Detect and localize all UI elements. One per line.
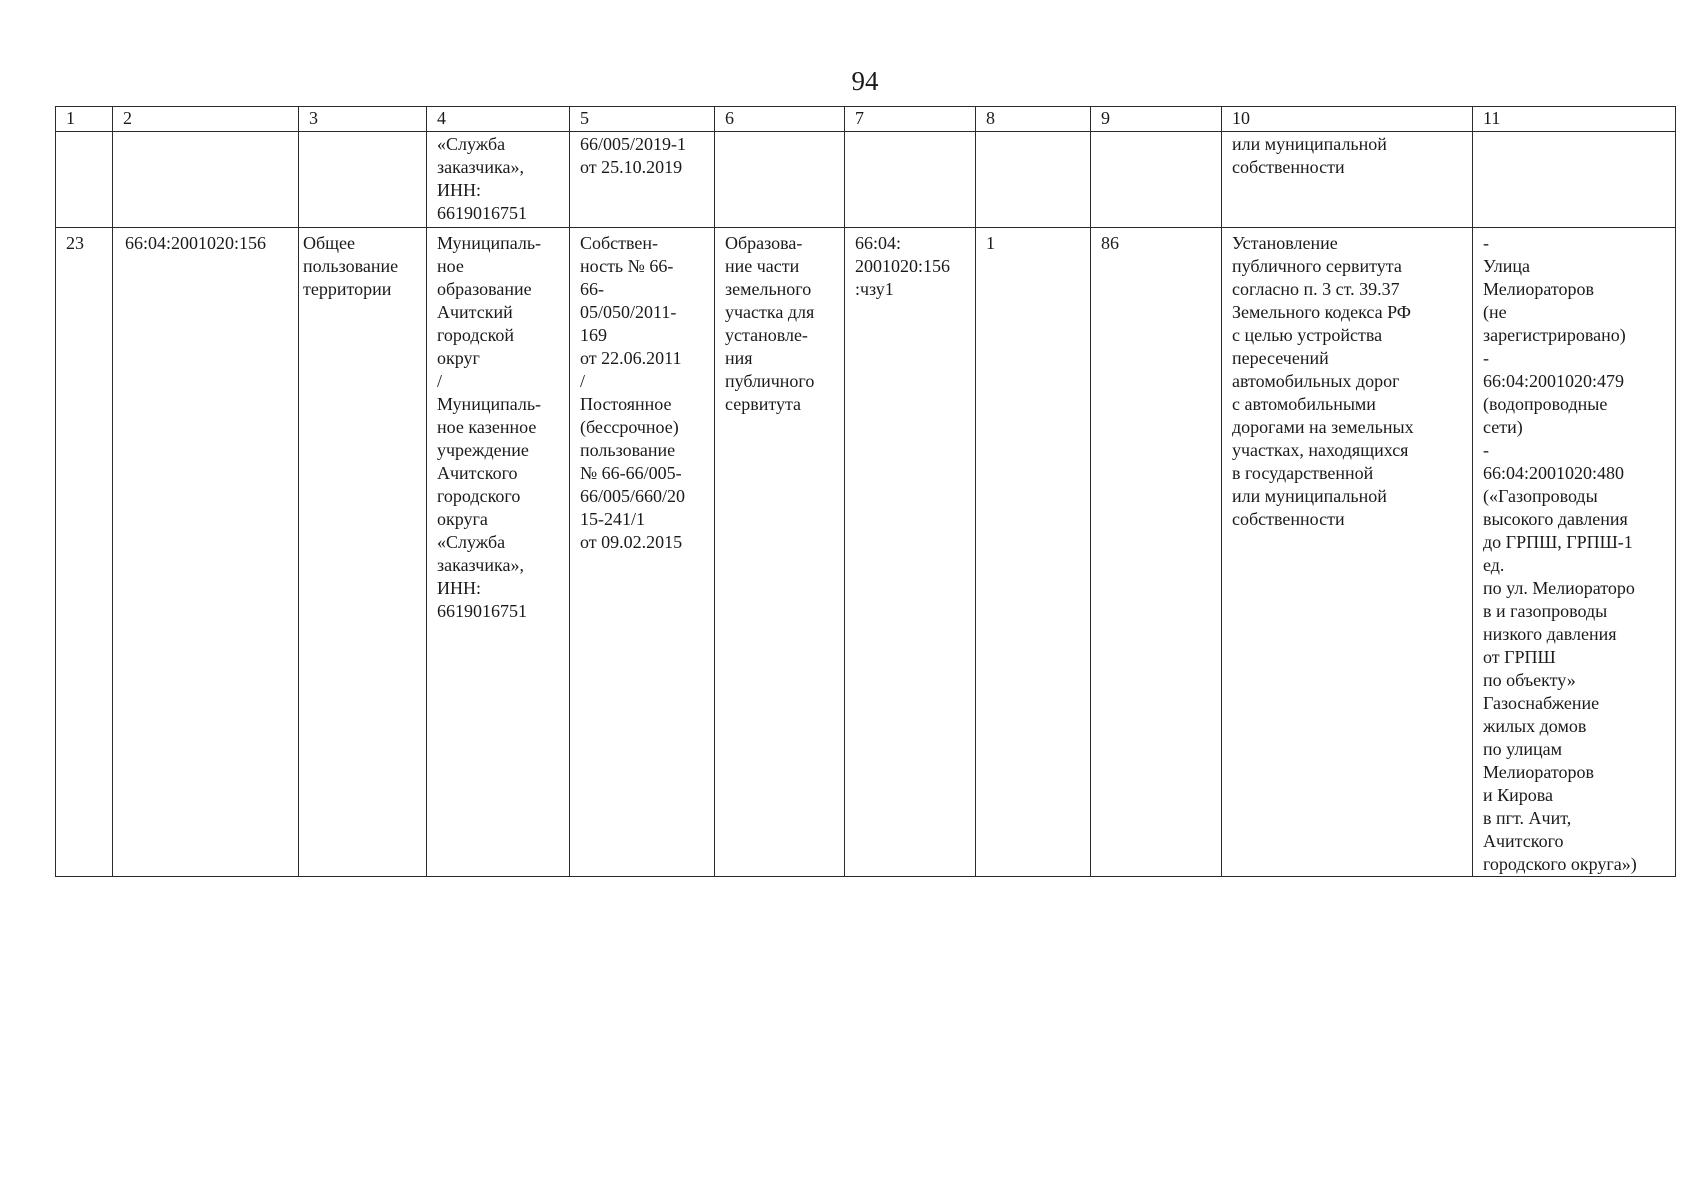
- cell-line: городской: [437, 325, 515, 345]
- column-header-7: 7: [845, 107, 976, 132]
- cell-line: ное казенное: [437, 417, 537, 437]
- cell-line: :чзу1: [855, 279, 894, 299]
- cell-line: собственности: [1232, 509, 1345, 529]
- cell-line: ИНН:: [437, 180, 481, 200]
- cell-line: учреждение: [437, 440, 529, 460]
- cell-line: в пгт. Ачит,: [1483, 808, 1572, 828]
- cell-line: по объекту»: [1483, 670, 1576, 690]
- rights-record: [570, 228, 715, 877]
- column-header-8: 8: [976, 107, 1091, 132]
- cell-line: Муниципаль-: [437, 233, 542, 253]
- cont-cell-11: [1473, 132, 1676, 228]
- cell-line: пользование: [303, 256, 399, 276]
- cell-line: высокого давления: [1483, 509, 1628, 529]
- cell-line: округ: [437, 348, 480, 368]
- cell-line: низкого давления: [1483, 624, 1617, 644]
- column-header-4: 4: [427, 107, 570, 132]
- cell-line: по ул. Мелиораторо: [1483, 578, 1635, 598]
- column-header-2: 2: [113, 107, 299, 132]
- easement-basis: [1222, 228, 1473, 877]
- cell-line: заказчика»,: [437, 157, 524, 177]
- row-number: 23: [56, 228, 113, 877]
- cell-line: публичного сервитута: [1232, 256, 1402, 276]
- land-use-type: [299, 228, 427, 877]
- table-row: [56, 228, 1676, 877]
- column-header-1: 1: [56, 107, 113, 132]
- cont-cell-rights: [570, 132, 715, 228]
- cell-line: Ачитского: [1483, 831, 1564, 851]
- cell-line: или муниципальной: [1232, 134, 1387, 154]
- cell-line: Собствен-: [580, 233, 659, 253]
- cell-line: -: [1483, 440, 1489, 460]
- column-number-header-row: [56, 107, 1676, 132]
- cell-line: /: [437, 371, 443, 391]
- cell-line: участка для: [725, 302, 815, 322]
- continuation-row: [56, 132, 1676, 228]
- cell-line: 05/050/2011-: [580, 302, 677, 322]
- cell-line: собственности: [1232, 157, 1345, 177]
- cell-line: 15-241/1: [580, 509, 645, 529]
- cell-line: «Служба: [437, 134, 506, 154]
- cell-line: (бессрочное): [580, 417, 679, 437]
- cell-line: публичного: [725, 371, 815, 391]
- cont-cell-9: [1091, 132, 1222, 228]
- cell-line: (не: [1483, 302, 1507, 322]
- cell-line: -: [1483, 233, 1489, 253]
- cell-line: ед.: [1483, 555, 1505, 575]
- cont-cell-owner: [427, 132, 570, 228]
- cell-line: (водопроводные: [1483, 394, 1608, 414]
- cell-line: Образова-: [725, 233, 803, 253]
- cell-line: ное: [437, 256, 464, 276]
- cell-line: ние части: [725, 256, 800, 276]
- cell-line: образование: [437, 279, 532, 299]
- land-plots-table: [55, 106, 1676, 877]
- cell-line: сервитута: [725, 394, 802, 414]
- cell-line: ИНН:: [437, 578, 481, 598]
- area-value: 86: [1091, 228, 1222, 877]
- cell-line: («Газопроводы: [1483, 486, 1598, 506]
- cont-cell-7: [845, 132, 976, 228]
- cell-line: Установление: [1232, 233, 1338, 253]
- cell-line: заказчика»,: [437, 555, 524, 575]
- cell-line: пересечений: [1232, 348, 1329, 368]
- cell-line: до ГРПШ, ГРПШ-1: [1483, 532, 1633, 552]
- column-header-9: 9: [1091, 107, 1222, 132]
- cell-line: Газоснабжение: [1483, 693, 1600, 713]
- cell-line: и Кирова: [1483, 785, 1554, 805]
- cell-line: с целью устройства: [1232, 325, 1383, 345]
- cell-line: территории: [303, 279, 392, 299]
- cell-line: городского: [437, 486, 521, 506]
- cell-line: 2001020:156: [855, 256, 951, 276]
- cell-line: 66:04:2001020:480: [1483, 463, 1625, 483]
- count-value: 1: [976, 228, 1091, 877]
- cell-line: в государственной: [1232, 463, 1374, 483]
- cell-line: 66/005/2019-1: [580, 134, 686, 154]
- cell-line: округа: [437, 509, 488, 529]
- related-objects: [1473, 228, 1676, 877]
- column-header-10: 10: [1222, 107, 1473, 132]
- column-header-3: 3: [299, 107, 427, 132]
- cell-line: 66/005/660/20: [580, 486, 686, 506]
- cell-line: сети): [1483, 417, 1523, 437]
- page-number: 94: [851, 66, 879, 96]
- cell-line: 6619016751: [437, 601, 527, 621]
- cell-line: 66-: [580, 279, 604, 299]
- cell-line: участках, находящихся: [1232, 440, 1409, 460]
- cell-line: -: [1483, 348, 1489, 368]
- cell-line: дорогами на земельных: [1232, 417, 1414, 437]
- cont-cell-1: [56, 132, 113, 228]
- cell-line: от 25.10.2019: [580, 157, 683, 177]
- cell-line: Земельного кодекса РФ: [1232, 302, 1412, 322]
- cell-line: Общее: [303, 233, 355, 253]
- owner: [427, 228, 570, 877]
- cell-line: по улицам: [1483, 739, 1562, 759]
- cell-line: Муниципаль-: [437, 394, 542, 414]
- cell-line: «Служба: [437, 532, 506, 552]
- cadastral-number: 66:04:2001020:156: [113, 228, 299, 877]
- cell-line: с автомобильными: [1232, 394, 1376, 414]
- cell-line: земельного: [725, 279, 812, 299]
- cell-line: 169: [580, 325, 607, 345]
- cell-line: пользование: [580, 440, 676, 460]
- easement-purpose: [715, 228, 845, 877]
- cell-line: № 66-66/005-: [580, 463, 682, 483]
- cell-line: автомобильных дорог: [1232, 371, 1400, 391]
- cell-line: Мелиораторов: [1483, 762, 1595, 782]
- cell-line: жилых домов: [1483, 716, 1587, 736]
- cell-line: от 09.02.2015: [580, 532, 683, 552]
- cell-line: ность № 66-: [580, 256, 674, 276]
- cell-line: или муниципальной: [1232, 486, 1387, 506]
- cell-line: городского округа»): [1483, 854, 1637, 874]
- part-designation: [845, 228, 976, 877]
- cell-line: Мелиораторов: [1483, 279, 1595, 299]
- cell-line: установле-: [725, 325, 808, 345]
- column-header-5: 5: [570, 107, 715, 132]
- column-header-6: 6: [715, 107, 845, 132]
- cont-cell-3: [299, 132, 427, 228]
- cont-cell-2: [113, 132, 299, 228]
- cell-line: 66:04:: [855, 233, 902, 253]
- column-header-11: 11: [1473, 107, 1676, 132]
- cell-line: в и газопроводы: [1483, 601, 1608, 621]
- cell-line: Постоянное: [580, 394, 672, 414]
- cell-line: ния: [725, 348, 753, 368]
- cell-line: согласно п. 3 ст. 39.37: [1232, 279, 1400, 299]
- cell-line: /: [580, 371, 586, 391]
- cont-cell-purpose: [1222, 132, 1473, 228]
- cell-line: 66:04:2001020:479: [1483, 371, 1625, 391]
- cell-line: Ачитский: [437, 302, 513, 322]
- cell-line: 6619016751: [437, 203, 527, 223]
- cell-line: от 22.06.2011: [580, 348, 682, 368]
- cont-cell-6: [715, 132, 845, 228]
- cont-cell-8: [976, 132, 1091, 228]
- cell-line: Ачитского: [437, 463, 518, 483]
- cell-line: от ГРПШ: [1483, 647, 1556, 667]
- cell-line: зарегистрировано): [1483, 325, 1626, 345]
- cell-line: Улица: [1483, 256, 1530, 276]
